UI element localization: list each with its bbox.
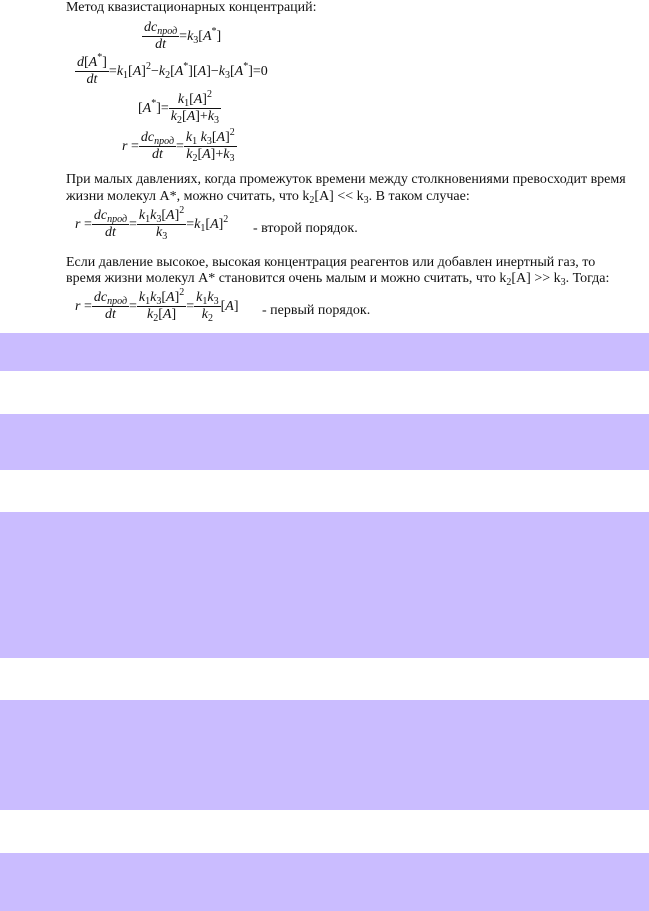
- equation-rate-general: r = $\frac{dc_{прод}}{dt}$ = $\frac{k_1 k_3[A]^2}{k_2[A]+k_3}$: [122, 127, 235, 164]
- blank-band-3: [0, 512, 649, 658]
- label-second-order: - второй порядок.: [253, 221, 358, 236]
- label-first-order: - первый порядок.: [262, 303, 371, 318]
- equation-first-order: r = $\frac{dc_{прод}}{dt}$ = $\frac{k_1k_3[A]^2}{k_2[A]}$ = $\frac{k_1k_3}{k_2}$ [A]: [75, 287, 239, 324]
- blank-band-4: [0, 700, 649, 810]
- equation-rate-product: $\frac{dc_{прод}}{dt}$ $=k_3[A^*]$: [144, 20, 222, 52]
- equation-intermediate-balance: $\frac{d[A^*]}{dt}$ $=k_1[A]^2-k_2[A^*][A]-k_3[A^*]=0$: [77, 52, 268, 87]
- paragraph-low-pressure-line1: При малых давлениях, когда промежуток времени между столкновениями превосходит время: [66, 172, 626, 187]
- blank-band-1: [0, 333, 649, 371]
- blank-band-2: [0, 414, 649, 470]
- equation-steady-state-concentration: [A*]= $\frac{k_1[A]^2}{k_2[A]+k_3}$: [138, 89, 220, 126]
- equation-second-order: r = $\frac{dc_{прод}}{dt}$ = $\frac{k_1k_3[A]^2}{k_3}$ $=k_1[A]^2$: [75, 205, 229, 242]
- paragraph-high-pressure-line1: Если давление высокое, высокая концентрация реагентов или добавлен инертный газ, то: [66, 255, 596, 270]
- paragraph-low-pressure-line2: жизни молекул А*, можно считать, что $k_2[A] << k_3$. В таком случае:: [66, 189, 470, 206]
- paragraph-high-pressure-line2: время жизни молекул А* становится очень малым и можно считать, что $k_2[A] >> k_3$. Тогда:: [66, 271, 610, 288]
- blank-band-5: [0, 853, 649, 911]
- heading: Метод квазистационарных концентраций:: [66, 0, 317, 15]
